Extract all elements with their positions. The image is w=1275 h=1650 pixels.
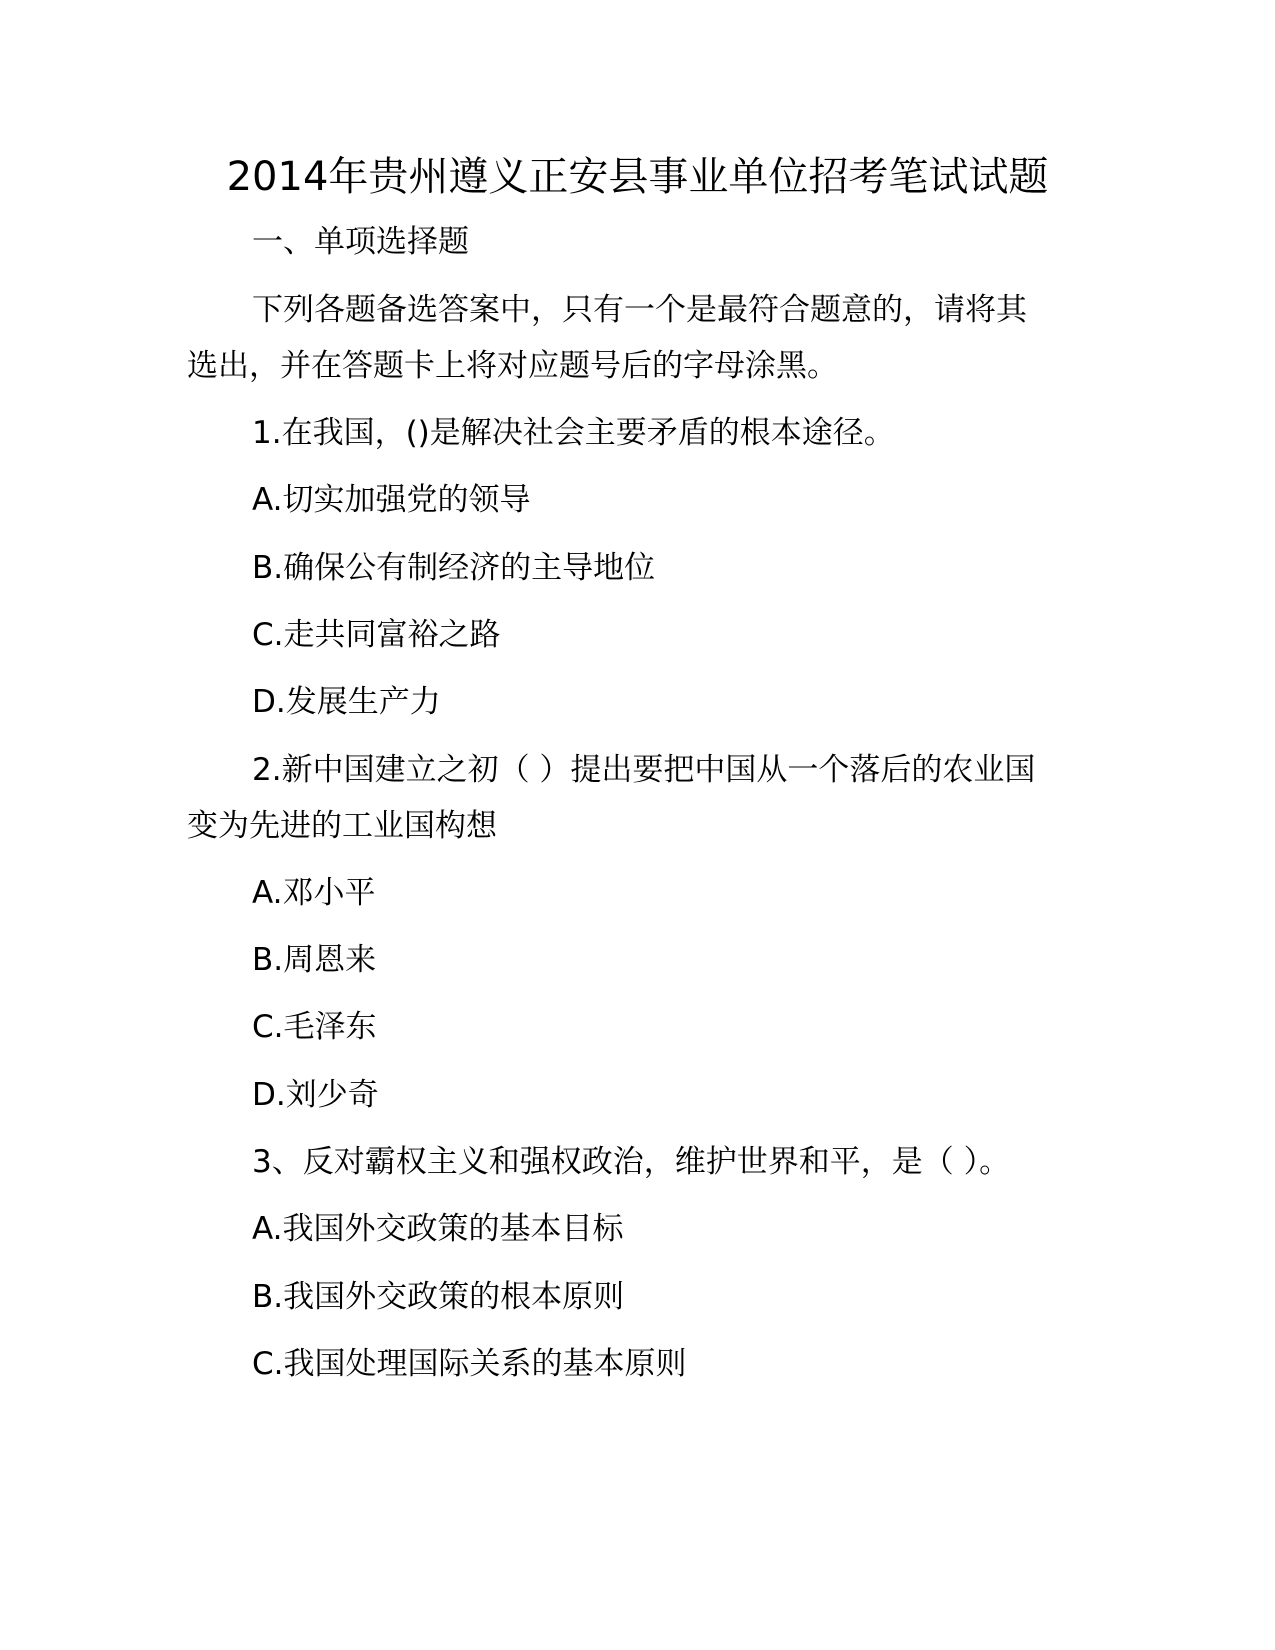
question-2-option-a: A.邓小平 [252,875,376,911]
instructions-line-2: 选出，并在答题卡上将对应题号后的字母涂黑。 [187,348,838,384]
question-2-option-d: D.刘少奇 [252,1077,379,1113]
question-3-stem: 3、反对霸权主义和强权政治，维护世界和平，是（ ）。 [252,1144,1011,1180]
question-2-option-c: C.毛泽东 [252,1009,377,1045]
question-1-option-c: C.走共同富裕之路 [252,617,501,653]
question-1-option-b: B.确保公有制经济的主导地位 [252,550,656,586]
section-heading: 一、单项选择题 [252,224,469,260]
question-3-option-b: B.我国外交政策的根本原则 [252,1279,625,1315]
question-1-stem: 1.在我国，()是解决社会主要矛盾的根本途径。 [252,415,895,451]
question-2-stem-line-2: 变为先进的工业国构想 [187,808,497,844]
question-1-option-a: A.切实加强党的领导 [252,482,531,518]
question-2-stem-line-1: 2.新中国建立之初（ ）提出要把中国从一个落后的农业国 [252,752,1036,788]
document-title: 2014年贵州遵义正安县事业单位招考笔试试题 [226,154,1049,200]
instructions-line-1: 下列各题备选答案中，只有一个是最符合题意的，请将其 [252,292,1027,328]
question-1-option-d: D.发展生产力 [252,684,441,720]
question-2-option-b: B.周恩来 [252,942,377,978]
question-3-option-c: C.我国处理国际关系的基本原则 [252,1346,687,1382]
question-3-option-a: A.我国外交政策的基本目标 [252,1211,624,1247]
